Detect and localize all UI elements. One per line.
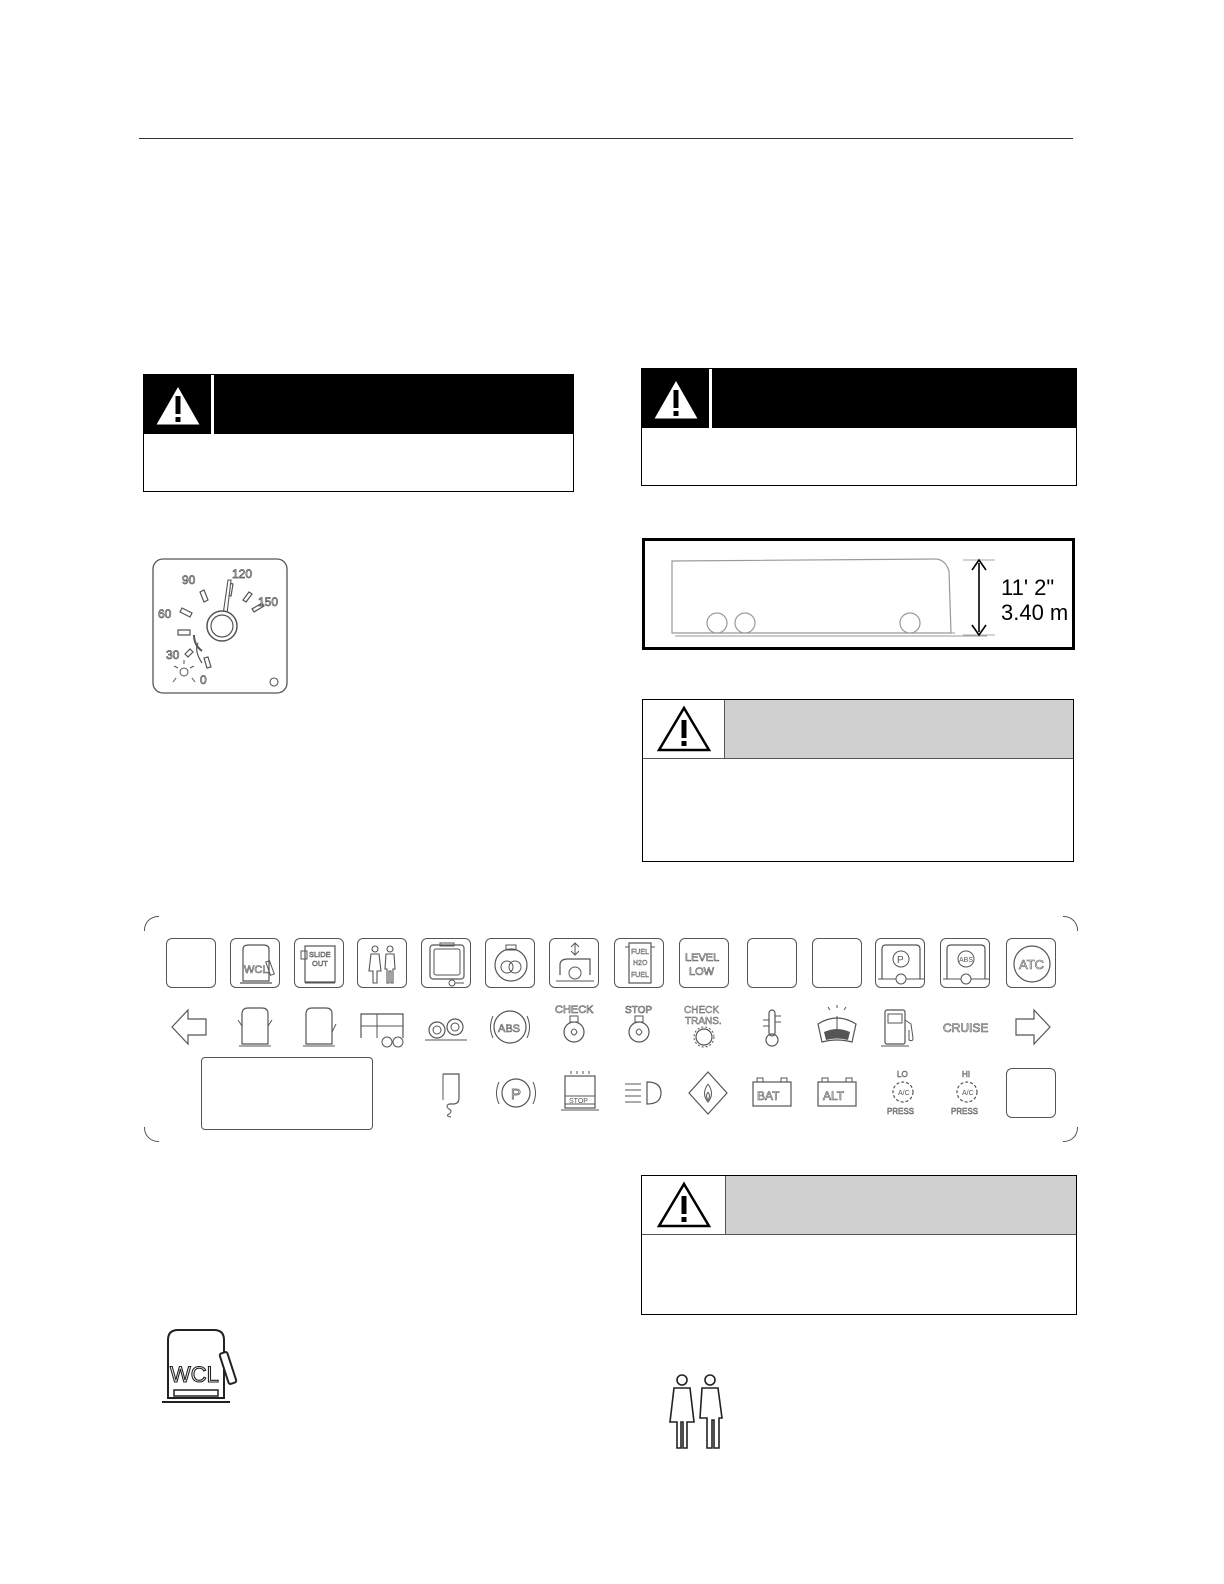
svg-text:OUT: OUT bbox=[312, 959, 328, 968]
blank-telltale bbox=[1006, 1068, 1056, 1118]
svg-text:ABS: ABS bbox=[959, 957, 974, 964]
suspension-kneel-icon bbox=[549, 938, 599, 988]
battery-icon bbox=[747, 1068, 797, 1118]
telltale-label: ATC bbox=[1019, 957, 1045, 972]
telltale-sublabel: PRESS bbox=[951, 1107, 979, 1116]
height-imperial: 11' 2" bbox=[1001, 575, 1055, 600]
right-turn-arrow-icon bbox=[1006, 1002, 1056, 1052]
high-beam-icon bbox=[619, 1068, 669, 1118]
telltale-label: BAT bbox=[757, 1089, 780, 1103]
windshield-washer-icon bbox=[812, 1002, 862, 1052]
door-open-icon bbox=[230, 1002, 280, 1052]
fire-alarm-icon bbox=[683, 1068, 733, 1118]
fuel-pump-icon bbox=[875, 1002, 925, 1052]
wait-to-start-icon bbox=[427, 1068, 477, 1118]
alternator-icon bbox=[812, 1068, 862, 1118]
height-metric: 3.40 m bbox=[1001, 600, 1069, 625]
gauge-label: 120 bbox=[232, 567, 253, 581]
warning-box-4 bbox=[641, 1175, 1077, 1315]
parking-brake-icon bbox=[491, 1068, 541, 1118]
blank-telltale bbox=[747, 938, 797, 988]
warning-triangle-icon bbox=[642, 369, 712, 428]
wcl-label: WCL bbox=[170, 1362, 219, 1387]
warning-triangle-icon bbox=[144, 375, 214, 434]
telltale-panel bbox=[144, 916, 1078, 1142]
gauge-label: 60 bbox=[158, 607, 172, 621]
telltale-label: ALT bbox=[823, 1089, 845, 1103]
warning-header bbox=[643, 700, 1073, 759]
lavatory-icon bbox=[664, 1372, 730, 1452]
gauge-label: 0 bbox=[200, 673, 207, 687]
warning-triangle-icon bbox=[643, 700, 725, 758]
telltale-label: WCL bbox=[244, 964, 269, 976]
telltale-label: HI bbox=[962, 1070, 970, 1079]
telltale-label: STOP bbox=[569, 1098, 588, 1105]
blank-telltale bbox=[812, 938, 862, 988]
cruise-icon bbox=[940, 1002, 996, 1052]
svg-text:FUEL: FUEL bbox=[631, 949, 649, 956]
telltale-sublabel: PRESS bbox=[887, 1107, 915, 1116]
fuel-water-separator-icon bbox=[614, 938, 664, 988]
warning-header bbox=[642, 1176, 1076, 1235]
warning-triangle-icon bbox=[642, 1176, 726, 1234]
header-rule bbox=[139, 138, 1073, 139]
gauge-label: 90 bbox=[182, 573, 196, 587]
air-pressure-gauge bbox=[152, 558, 288, 694]
message-display bbox=[201, 1057, 373, 1130]
svg-text:SLIDE: SLIDE bbox=[309, 950, 331, 959]
retarder-icon bbox=[555, 1068, 605, 1118]
svg-text:TRANS.: TRANS. bbox=[685, 1016, 722, 1027]
blank-telltale bbox=[166, 938, 216, 988]
telltale-label: CRUISE bbox=[943, 1021, 989, 1035]
telltale-label: CHECK bbox=[555, 1004, 594, 1016]
high-ac-pressure-icon bbox=[942, 1068, 992, 1118]
baggage-door-icon bbox=[421, 938, 471, 988]
low-ac-pressure-icon bbox=[878, 1068, 928, 1118]
engine-heater-icon bbox=[485, 938, 535, 988]
telltale-label: ABS bbox=[498, 1023, 521, 1035]
warning-header bbox=[642, 369, 1076, 428]
wheelchair-lift-icon bbox=[158, 1326, 242, 1406]
svg-text:H2O: H2O bbox=[633, 960, 648, 967]
svg-text:FUEL: FUEL bbox=[631, 972, 649, 979]
stop-engine-icon bbox=[614, 1002, 664, 1052]
atc-icon bbox=[1006, 938, 1056, 988]
door-ajar-icon bbox=[294, 1002, 344, 1052]
tag-axle-icon bbox=[357, 1002, 407, 1052]
warning-box-2 bbox=[641, 368, 1077, 486]
svg-text:P: P bbox=[897, 955, 904, 966]
svg-text:LOW: LOW bbox=[689, 966, 715, 978]
svg-text:LEVEL: LEVEL bbox=[685, 952, 720, 964]
low-level-icon bbox=[679, 938, 729, 988]
telltale-label: P bbox=[511, 1086, 522, 1103]
gauge-label: 150 bbox=[258, 595, 279, 609]
warning-box-3 bbox=[642, 699, 1074, 862]
check-transmission-icon bbox=[679, 1002, 729, 1052]
vehicle-height-figure bbox=[642, 538, 1075, 650]
abs-icon bbox=[485, 1002, 535, 1052]
wheelchair-lift-icon bbox=[230, 938, 280, 988]
gauge-label: 30 bbox=[166, 648, 180, 662]
warning-header bbox=[144, 375, 573, 434]
lavatory-icon bbox=[357, 938, 407, 988]
svg-text:A/C: A/C bbox=[898, 1090, 910, 1097]
check-engine-icon bbox=[549, 1002, 599, 1052]
left-turn-arrow-icon bbox=[166, 1002, 216, 1052]
telltale-label: LO bbox=[897, 1070, 908, 1079]
telltale-label: STOP bbox=[625, 1005, 653, 1016]
parking-brake-trailer-icon bbox=[875, 938, 925, 988]
warning-box-1 bbox=[143, 374, 574, 492]
svg-text:CHECK: CHECK bbox=[684, 1005, 720, 1016]
slide-out-icon bbox=[294, 938, 344, 988]
trailer-abs-icon bbox=[940, 938, 990, 988]
coolant-temperature-icon bbox=[747, 1002, 797, 1052]
svg-text:A/C: A/C bbox=[962, 1090, 974, 1097]
wheel-spin-icon bbox=[421, 1002, 471, 1052]
